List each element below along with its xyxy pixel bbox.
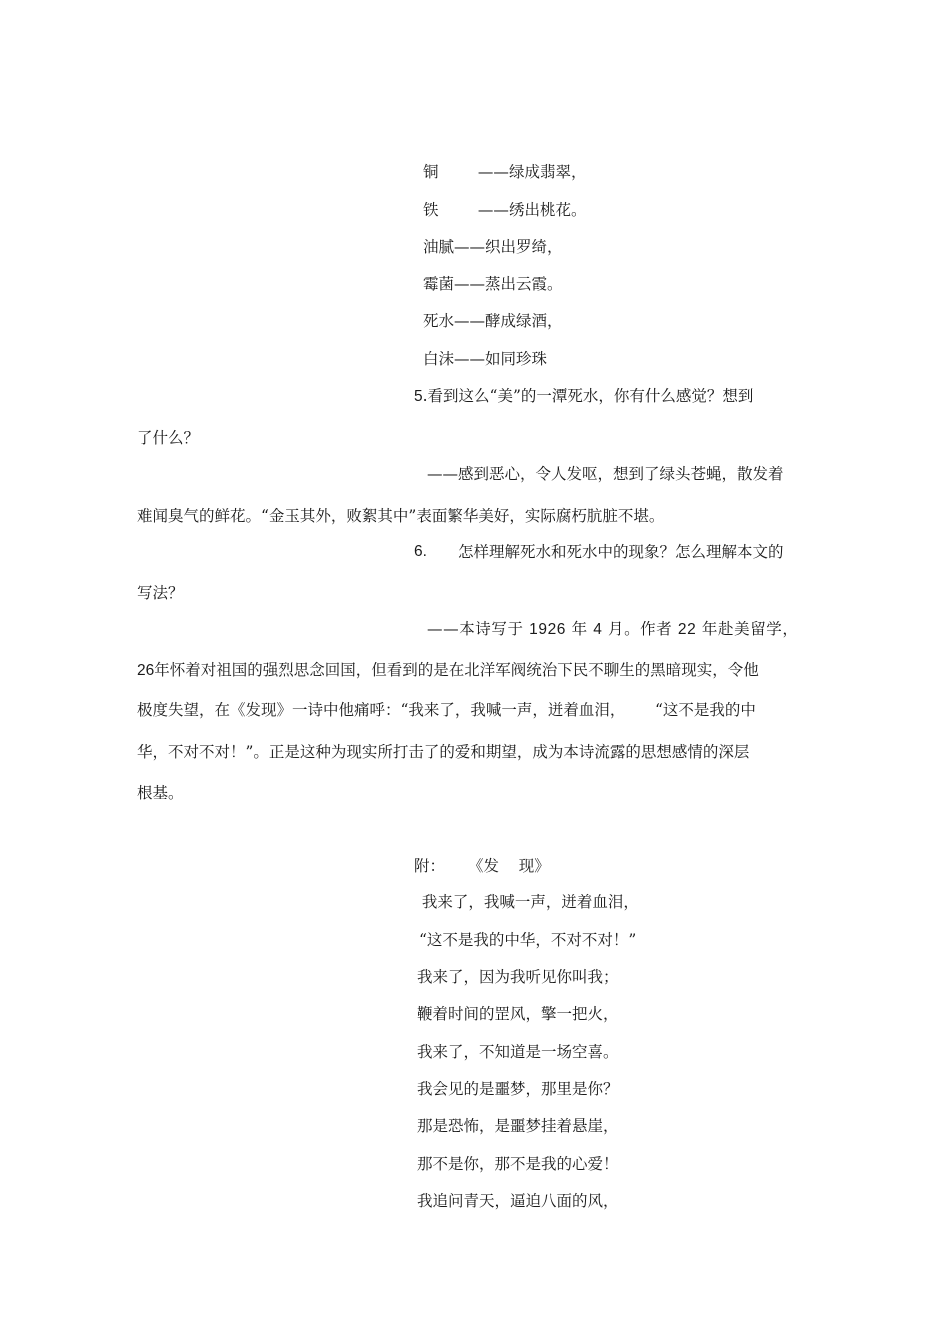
comparison-line (423, 349, 547, 369)
dash: —— (454, 350, 486, 368)
answer-text: ——本诗写于 (427, 620, 524, 638)
dash: —— (454, 312, 486, 330)
answer-line: 华，不对不对！”。正是这种为现实所打击了的爱和期望，成为本诗流露的思想感情的深层 (137, 743, 750, 761)
answer-line: ——感到恶心，令人发呕，想到了绿头苍蝇，散发着 (427, 465, 784, 483)
question-line: 写法？ (137, 584, 184, 602)
comparison-result: 织出罗绮， (485, 238, 563, 256)
comparison-subject: 霉菌 (423, 275, 455, 293)
answer-line: 难闻臭气的鲜花。“金玉其外，败絮其中”表面繁华美好，实际腐朽肮脏不堪。 (137, 507, 665, 525)
answer-line: 根基。 (137, 784, 184, 802)
dash: —— (454, 238, 486, 256)
comparison-line (423, 311, 563, 331)
comparison-result: 酵成绿酒， (485, 312, 563, 330)
appendix-label: 附： (414, 857, 446, 875)
comparison-result: 绿成翡翠， (508, 163, 587, 181)
poem-line: 我来了，我喊一声，迸着血泪， (417, 893, 639, 911)
comparison-subject: 铁 (423, 201, 439, 219)
question-line: 了什么？ (137, 429, 200, 447)
dash: —— (438, 163, 509, 181)
comparison-subject: 铜 (423, 163, 439, 181)
appendix-title: 《发 现》 (468, 857, 550, 875)
comparison-line (423, 200, 586, 220)
comparison-subject: 油腻 (423, 238, 455, 256)
answer-line: 极度失望，在《发现》一诗中他痛呼：“我来了，我喊一声，迸着血泪， “这不是我的中 (137, 701, 756, 719)
poem-line: 那是恐怖，是噩梦挂着悬崖， (417, 1117, 619, 1135)
dash: —— (454, 275, 486, 293)
poem-line: 我来了，因为我听见你叫我； (417, 968, 619, 986)
comparison-result: 绣出桃花。 (508, 201, 587, 219)
comparison-line (423, 237, 563, 257)
question-text: .看到这么“美”的一潭死水，你有什么感觉？想到 (422, 387, 754, 405)
question-line (414, 386, 753, 407)
answer-number: 26 (137, 662, 155, 679)
answer-text: 年赴美留学， (701, 620, 799, 638)
answer-number: 4 (593, 621, 603, 638)
comparison-result: 蒸出云霞。 (485, 275, 563, 293)
answer-line (137, 660, 759, 681)
answer-number: 1926 (529, 621, 567, 638)
answer-text: 月。作者 (607, 620, 673, 638)
poem-line: 我来了，不知道是一场空喜。 (417, 1043, 619, 1061)
answer-text: 年怀着对祖国的强烈思念回国，但看到的是在北洋军阀统治下民不聊生的黑暗现实，令他 (154, 661, 759, 679)
poem-line: “这不是我的中华，不对不对！” (419, 931, 637, 949)
question-line: 怎样理解死水和死水中的现象？怎么理解本文的 (458, 543, 784, 561)
answer-number: 22 (677, 621, 697, 638)
poem-line: 我追问青天，逼迫八面的风， (417, 1192, 619, 1210)
answer-text: 年 (571, 620, 588, 638)
answer-line (427, 619, 799, 640)
comparison-line (423, 274, 563, 294)
question-number: 5 (414, 388, 423, 405)
comparison-line (423, 162, 586, 182)
poem-line: 那不是你，那不是我的心爱！ (417, 1155, 619, 1173)
comparison-result: 如同珍珠 (485, 350, 548, 368)
question-number: 6. (414, 543, 427, 560)
poem-line: 鞭着时间的罡风，擎一把火， (417, 1005, 619, 1023)
poem-line: 我会见的是噩梦，那里是你？ (417, 1080, 619, 1098)
comparison-subject: 白沫 (423, 350, 455, 368)
comparison-subject: 死水 (423, 312, 455, 330)
dash: —— (438, 201, 509, 219)
